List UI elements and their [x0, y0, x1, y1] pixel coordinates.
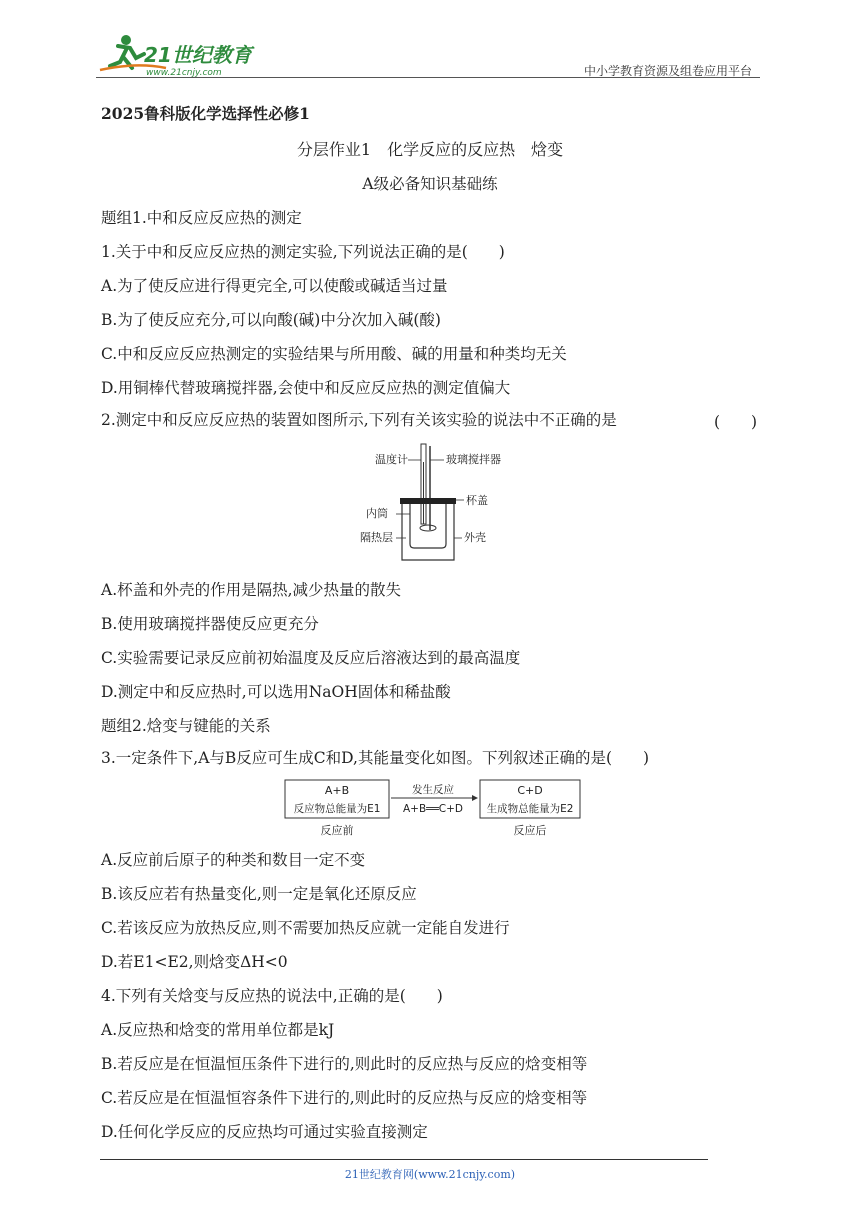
header-divider: [96, 77, 760, 78]
q1-option-c: C.中和反应反应热测定的实验结果与所用酸、碱的用量和种类均无关: [101, 345, 567, 363]
fig-label-thermometer: 温度计: [375, 453, 408, 466]
q1-option-b: B.为了使反应充分,可以向酸(碱)中分次加入碱(酸): [101, 311, 441, 329]
question-2-stem: 2.测定中和反应反应热的装置如图所示,下列有关该实验的说法中不正确的是: [101, 411, 617, 429]
group-heading: 题组1.中和反应反应热的测定: [101, 209, 302, 227]
q4-option-d: D.任何化学反应的反应热均可通过实验直接测定: [101, 1123, 428, 1141]
fig-left-bottom: 反应物总能量为E1: [293, 803, 381, 815]
fig-mid-bottom: A+B══C+D: [402, 803, 464, 815]
q4-option-a: A.反应热和焓变的常用单位都是kJ: [101, 1021, 335, 1039]
footer-divider: [100, 1159, 708, 1160]
q2-option-a: A.杯盖和外壳的作用是隔热,减少热量的散失: [101, 581, 402, 599]
question-1-stem: 1.关于中和反应反应热的测定实验,下列说法正确的是( ): [101, 243, 505, 261]
fig-left-top: A+B: [324, 784, 350, 797]
fig-right-top: C+D: [517, 784, 543, 797]
q2-option-c: C.实验需要记录反应前初始温度及反应后溶液达到的最高温度: [101, 649, 521, 667]
q2-answer-paren: ( ): [714, 413, 758, 431]
assignment-title: 分层作业1 化学反应的反应热 焓变: [296, 140, 564, 159]
group-heading: 题组2.焓变与键能的关系: [101, 717, 271, 735]
q2-option-b: B.使用玻璃搅拌器使反应更充分: [101, 615, 319, 633]
q3-option-b: B.该反应若有热量变化,则一定是氧化还原反应: [101, 885, 417, 903]
footer-link[interactable]: 21世纪教育网(www.21cnjy.com): [344, 1168, 516, 1181]
header-platform-text: 中小学教育资源及组卷应用平台: [583, 64, 752, 78]
fig-right-caption: 反应后: [513, 824, 547, 837]
q4-option-c: C.若反应是在恒温恒容条件下进行的,则此时的反应热与反应的焓变相等: [101, 1089, 588, 1107]
q2-option-d: D.测定中和反应热时,可以选用NaOH固体和稀盐酸: [101, 683, 451, 701]
question-3-stem: 3.一定条件下,A与B反应可生成C和D,其能量变化如图。下列叙述正确的是( ): [101, 749, 650, 767]
fig-label-lid: 杯盖: [466, 494, 488, 507]
energy-change-figure: [284, 778, 584, 840]
site-logo: [96, 32, 266, 78]
q3-option-c: C.若该反应为放热反应,则不需要加热反应就一定能自发进行: [101, 919, 510, 937]
fig-left-caption: 反应前: [320, 824, 354, 837]
fig-label-stirrer: 玻璃搅拌器: [446, 453, 501, 466]
q1-option-a: A.为了使反应进行得更完全,可以使酸或碱适当过量: [101, 277, 448, 295]
fig-label-insulation: 隔热层: [360, 531, 393, 544]
fig-right-bottom: 生成物总能量为E2: [486, 803, 574, 815]
fig-label-shell: 外壳: [464, 531, 486, 544]
svg-text:www.21cnjy.com: www.21cnjy.com: [146, 68, 222, 78]
course-title: 2025鲁科版化学选择性必修1: [101, 104, 310, 123]
calorimeter-figure: [360, 442, 520, 572]
q1-option-d: D.用铜棒代替玻璃搅拌器,会使中和反应反应热的测定值偏大: [101, 379, 511, 397]
q3-option-d: D.若E1<E2,则焓变ΔH<0: [101, 953, 288, 971]
fig-label-inner-cup: 内筒: [366, 507, 388, 520]
level-title: A级必备知识基础练: [362, 175, 498, 193]
fig-mid-top: 发生反应: [412, 784, 454, 796]
question-4-stem: 4.下列有关焓变与反应热的说法中,正确的是( ): [101, 987, 443, 1005]
q4-option-b: B.若反应是在恒温恒压条件下进行的,则此时的反应热与反应的焓变相等: [101, 1055, 588, 1073]
q3-option-a: A.反应前后原子的种类和数目一定不变: [101, 851, 366, 869]
svg-text:21世纪教育: 21世纪教育: [144, 43, 252, 67]
page-header: [96, 32, 756, 80]
